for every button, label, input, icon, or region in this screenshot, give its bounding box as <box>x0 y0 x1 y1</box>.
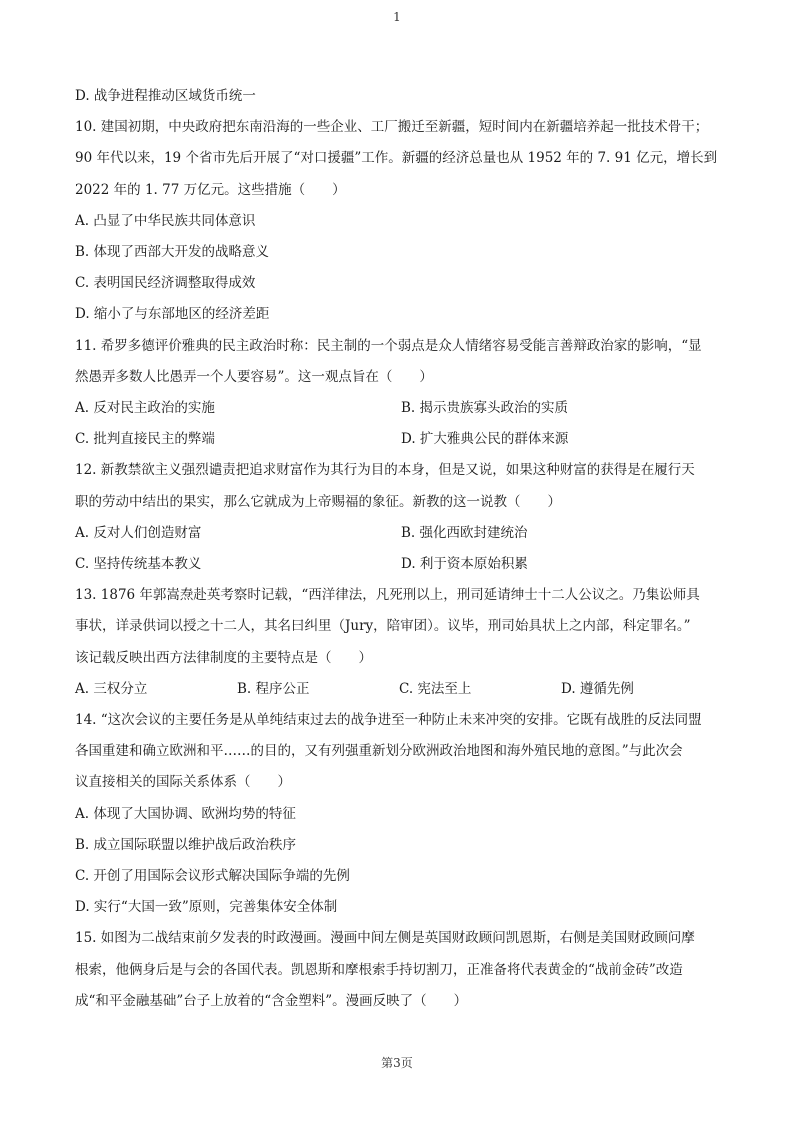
q11-options-row-1 <box>75 393 725 424</box>
q13-option-d: D. 遵循先例 <box>561 680 634 697</box>
q10-stem-line-1: 10. 建国初期，中央政府把东南沿海的一些企业、工厂搬迁至新疆，短时间内在新疆培养起一批技术骨干； <box>75 119 709 136</box>
q10-option-a: A. 凸显了中华民族共同体意识 <box>75 212 256 229</box>
q14-option-d: D. 实行“大国一致”原则，完善集体安全体制 <box>75 899 338 916</box>
question-10 <box>75 112 725 330</box>
q13-stem-line-1: 13. 1876 年郭嵩焘赴英考察时记载，“西洋律法，凡死刑以上，刑司延请绅士十二人公议之。乃集讼师具 <box>75 587 700 604</box>
q12-option-c: C. 坚持传统基本教义 <box>75 556 202 573</box>
page-top-number: 1 <box>393 10 401 24</box>
q12-options-row-1 <box>75 518 725 549</box>
q12-options-row-2 <box>75 549 725 580</box>
q13-stem-line-2: 事状，详录供词以授之十二人，其名曰纠里（Jury，陪审团）。议毕，刑司始具状上之内部，科定罪名。” <box>75 618 691 635</box>
q11-option-b: B. 揭示贵族寡头政治的实质 <box>401 400 569 417</box>
q12-option-a: A. 反对人们创造财富 <box>75 524 202 541</box>
q13-option-b: B. 程序公正 <box>237 680 310 697</box>
question-13 <box>75 580 725 705</box>
q14-stem-line-3: 议直接相关的国际关系体系（ ） <box>75 774 291 791</box>
question-14 <box>75 705 725 923</box>
q14-option-a: A. 体现了大国协调、欧洲均势的特征 <box>75 805 296 822</box>
q11-option-c: C. 批判直接民主的弊端 <box>75 431 215 448</box>
q10-stem-line-3: 2022 年的 1. 77 万亿元。这些措施（ ） <box>75 181 346 198</box>
q14-option-c: C. 开创了用国际会议形式解决国际争端的先例 <box>75 868 350 885</box>
q11-stem-line-2: 然愚弄多数人比愚弄一个人要容易”。这一观点旨在（ ） <box>75 368 433 385</box>
q11-option-d: D. 扩大雅典公民的群体来源 <box>401 431 569 448</box>
exam-content <box>75 81 725 1017</box>
page-footer: 第3页 <box>381 1056 413 1070</box>
question-12 <box>75 455 725 580</box>
q14-option-b: B. 成立国际联盟以维护战后政治秩序 <box>75 836 297 853</box>
q13-option-c: C. 宪法至上 <box>399 680 472 697</box>
q12-stem-line-2: 职的劳动中结出的果实，那么它就成为上帝赐福的象征。新教的这一说教（ ） <box>75 493 561 510</box>
q12-stem-line-1: 12. 新教禁欲主义强烈谴责把追求财富作为其行为目的本身，但是又说，如果这种财富的获得是在履行天 <box>75 462 695 479</box>
q14-stem-line-2: 各国重建和确立欧洲和平……的目的，又有列强重新划分欧洲政治地图和海外殖民地的意图。”与此次会 <box>75 743 683 760</box>
question-15 <box>75 923 725 1017</box>
q11-stem-line-1: 11. 希罗多德评价雅典的民主政治时称：民主制的一个弱点是众人情绪容易受能言善辩政治家的影响，“显 <box>75 337 702 354</box>
q9-option-d: D. 战争进程推动区域货币统一 <box>75 88 256 104</box>
q10-stem-line-2: 90 年代以来，19 个省市先后开展了“对口援疆”工作。新疆的经济总量也从 1952 年的 7. 91 亿元，增长到 <box>75 150 718 167</box>
q11-options-row-2 <box>75 424 725 455</box>
q11-option-a: A. 反对民主政治的实施 <box>75 400 215 417</box>
q15-stem-line-3: 成“和平金融基础”台子上放着的“含金塑料”。漫画反映了（ ） <box>75 992 468 1009</box>
q15-stem-line-2: 根索，他俩身后是与会的各国代表。凯恩斯和摩根索手持切割刀，正准备将代表黄金的“战前金砖”改造 <box>75 961 683 978</box>
q13-option-a: A. 三权分立 <box>75 680 148 697</box>
question-11 <box>75 331 725 456</box>
q10-option-d: D. 缩小了与东部地区的经济差距 <box>75 306 270 323</box>
q14-stem-line-1: 14. “这次会议的主要任务是从单纯结束过去的战争进至一种防止未来冲突的安排。它既有战胜的反法同盟 <box>75 712 702 729</box>
q10-option-c: C. 表明国民经济调整取得成效 <box>75 275 256 292</box>
q12-option-d: D. 利于资本原始积累 <box>401 556 528 573</box>
q12-option-b: B. 强化西欧封建统治 <box>401 524 528 541</box>
q10-option-b: B. 体现了西部大开发的战略意义 <box>75 244 270 261</box>
q15-stem-line-1: 15. 如图为二战结束前夕发表的时政漫画。漫画中间左侧是英国财政顾问凯恩斯，右侧是美国财政顾问摩 <box>75 930 695 947</box>
q13-stem-line-3: 该记载反映出西方法律制度的主要特点是（ ） <box>75 649 372 666</box>
q13-options-row <box>75 674 725 705</box>
